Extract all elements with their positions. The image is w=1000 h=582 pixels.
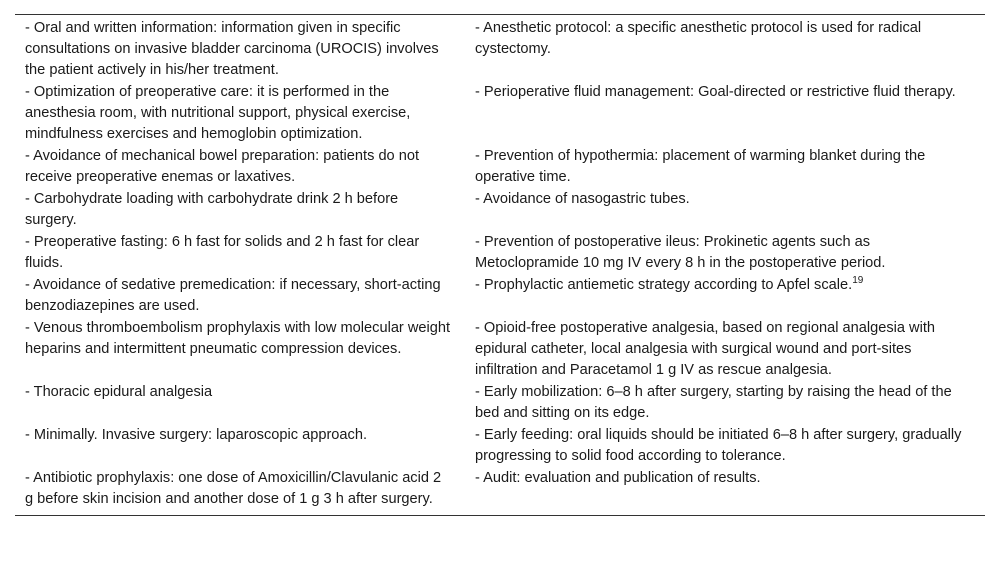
table-cell-perioperative: - Audit: evaluation and publication of results. xyxy=(475,470,761,486)
table-cell-perioperative: - Avoidance of nasogastric tubes. xyxy=(475,191,690,207)
table-cell-perioperative: - Opioid-free postoperative analgesia, based on regional analgesia with epidural catheter, local analgesia with surgical wound and port-sites infiltration and Paracetamol 1 g IV as rescue analgesia. xyxy=(475,320,935,378)
table-row xyxy=(15,382,985,425)
citation-superscript: 19 xyxy=(852,275,864,287)
table-row xyxy=(15,425,985,468)
table-cell-preoperative: - Preoperative fasting: 6 h fast for solids and 2 h fast for clear fluids. xyxy=(25,234,420,271)
table-cell-preoperative: - Oral and written information: information given in specific consultations on invasive bladder carcinoma (UROCIS) involves the patient actively in his/her treatment. xyxy=(25,20,439,78)
table-row xyxy=(15,82,985,146)
table-row xyxy=(15,318,985,382)
table-cell-preoperative: - Carbohydrate loading with carbohydrate drink 2 h before surgery. xyxy=(25,191,399,228)
table-cell-preoperative: - Avoidance of mechanical bowel preparation: patients do not receive preoperative enemas or laxatives. xyxy=(25,148,420,185)
table-row xyxy=(15,146,985,189)
cell-text: - Prophylactic antiemetic strategy according to Apfel scale. xyxy=(475,277,853,293)
table-cell-preoperative: - Optimization of preoperative care: it is performed in the anesthesia room, with nutritional support, physical exercise, mindfulness exercises and hemoglobin optimization. xyxy=(25,84,411,142)
table-cell-perioperative xyxy=(465,275,985,318)
table-cell-preoperative: - Avoidance of sedative premedication: if necessary, short-acting benzodiazepines are used. xyxy=(25,277,441,314)
table-row xyxy=(15,189,985,232)
table-cell-preoperative: - Thoracic epidural analgesia xyxy=(25,384,213,400)
table-cell-preoperative: - Minimally. Invasive surgery: laparoscopic approach. xyxy=(25,427,368,443)
table-cell-perioperative: - Perioperative fluid management: Goal-directed or restrictive fluid therapy. xyxy=(475,84,956,100)
protocol-table-container xyxy=(15,14,985,516)
table-row xyxy=(15,232,985,275)
table-cell-perioperative: - Early feeding: oral liquids should be initiated 6–8 h after surgery, gradually progressing to solid food according to tolerance. xyxy=(475,427,962,464)
table-cell-preoperative: - Antibiotic prophylaxis: one dose of Amoxicillin/Clavulanic acid 2 g before skin incision and another dose of 1 g 3 h after surgery. xyxy=(25,470,442,507)
table-cell-preoperative: - Venous thromboembolism prophylaxis with low molecular weight heparins and intermittent pneumatic compression devices. xyxy=(25,320,451,357)
table-cell-perioperative: - Anesthetic protocol: a specific anesthetic protocol is used for radical cystectomy. xyxy=(475,20,922,57)
eras-protocol-table xyxy=(15,14,985,516)
table-cell-perioperative: - Prevention of postoperative ileus: Prokinetic agents such as Metoclopramide 10 mg IV every 8 h in the postoperative period. xyxy=(475,234,886,271)
table-row xyxy=(15,275,985,318)
table-row xyxy=(15,468,985,516)
table-row xyxy=(15,15,985,83)
table-cell-perioperative: - Prevention of hypothermia: placement of warming blanket during the operative time. xyxy=(475,148,926,185)
table-cell-perioperative: - Early mobilization: 6–8 h after surgery, starting by raising the head of the bed and sitting on its edge. xyxy=(475,384,952,421)
